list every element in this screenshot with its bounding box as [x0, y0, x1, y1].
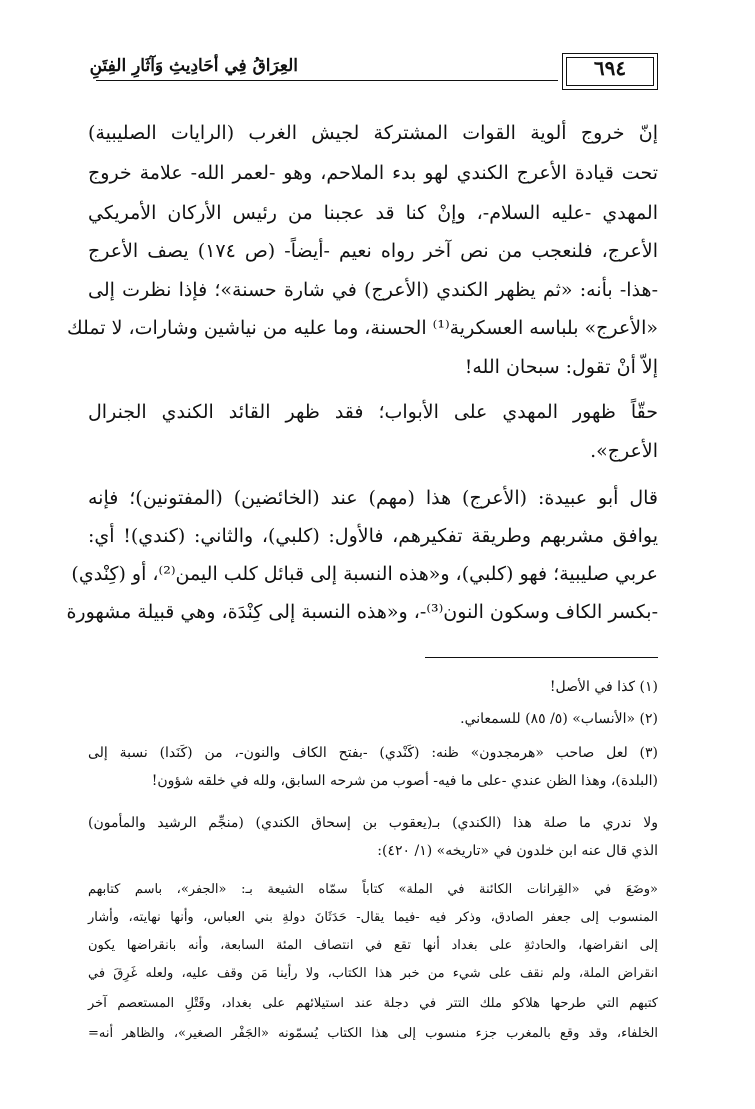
body-line: الأعرج، فلنعجب من نص آخر رواه نعيم -أيضاً- (ص ١٧٤) يصف الأعرج	[88, 240, 658, 262]
body-line: المهدي -عليه السلام-، وإنْ كنا قد عجبنا من رئيس الأركان الأمريكي	[88, 202, 658, 224]
footnote: (٣) لعل صاحب «هرمجدون» ظنه: (كَنْدي) -بفتح الكاف والنون-، من (كَنَدا) نسبة إلى	[88, 745, 658, 761]
footnote: الذي قال عنه ابن خلدون في «تاريخه» (١/ ٤٢٠):	[377, 843, 658, 859]
footnote-quote-line: كتبهم التي طرحها هلاكو ملك التتر في دجلة عند استيلائهم على بغداد، وقَتْلِ المستعصم آخر	[88, 996, 658, 1011]
body-line: «الأعرج» بلباسه العسكرية⁽¹⁾ الحسنة، وما عليه من نياشين وشارات، لا تملك	[66, 317, 658, 339]
body-line: -بكسر الكاف وسكون النون⁽³⁾-، و«هذه النسبة إلى كِنْدَة، وهي قبيلة مشهورة	[66, 601, 658, 623]
footnote-quote-line: المنسوب إلى جعفر الصادق، وذكر فيه -فيما يقال- حَدَثَانَ دولةِ بني العباس، وأنها نهايته، وأشار	[88, 910, 658, 925]
body-line: عربي صليبية؛ فهو (كلبي)، و«هذه النسبة إلى قبائل كلب اليمن⁽²⁾، أو (كِنْدي)	[71, 563, 658, 585]
footnote-quote-line: الخلفاء، وقد وقع بالمغرب جزء منسوب إلى هذا الكتاب يُسمّونه «الجَفْر الصغير»، والظاهر أنه=	[88, 1026, 658, 1041]
body-line: الأعرج».	[590, 440, 658, 462]
body-line: قال أبو عبيدة: (الأعرج) هذا (مهم) عند (الخائضين) (المفتونين)؛ فإنه	[88, 487, 658, 509]
body-line: إنّ خروج ألوية القوات المشتركة لجيش الغرب (الرايات الصليبية)	[88, 122, 658, 144]
footnote: (البلدة)، وهذا الظن عندي -على ما فيه- أصوب من شرحه السابق، ولله في خلقه شؤون!	[151, 773, 658, 789]
footnote: ولا ندري ما صلة هذا (الكندي) بـ(يعقوب بن إسحاق الكندي) (منجِّم الرشيد والمأمون)	[88, 815, 658, 831]
body-line: تحت قيادة الأعرج الكندي لهو بدء الملاحم، وهو -لعمر الله- علامة خروج	[88, 162, 658, 184]
body-line: حقّاً ظهور المهدي على الأبواب؛ فقد ظهر القائد الكندي الجنرال	[88, 401, 658, 423]
footnote-separator	[425, 657, 658, 658]
header-rule	[96, 80, 558, 81]
page-number: ٦٩٤	[593, 56, 627, 80]
footnote: (٢) «الأنساب» (٥/ ٨٥) للسمعاني.	[460, 711, 658, 727]
running-title: العِرَاقُ فِي أحَادِيثِ وَآثَارِ الفِتَنِ	[89, 56, 298, 76]
body-line: يوافق مشربهم وطريقة تفكيرهم، فالأول: (كلبي)، والثاني: (كندي)! أي:	[88, 525, 658, 547]
footnote: (١) كذا في الأصل!	[549, 679, 658, 695]
body-line: إلاّ أنْ تقول: سبحان الله!	[464, 356, 658, 378]
page-number-frame	[562, 53, 658, 90]
body-line: -هذا- بأنه: «ثم يظهر الكندي (الأعرج) في شارة حسنة»؛ فإذا نظرت إلى	[88, 279, 658, 301]
footnote-quote-line: إلى انقراضها، والحادثةِ على بغداد أنها تقع في انتصاف المئة السابعة، وأنه بانقراضها يكون	[88, 938, 658, 953]
footnote-quote-line: «وضَعَ في «القِرانات الكائنة في الملة» كتاباً سمّاه الشيعة بـ: «الجفر»، باسم كتابهم	[88, 882, 658, 897]
footnote-quote-line: انقراض الملة، ولم نقف على شيء من خبر هذا الكتاب، ولا رأينا مَن وقف عليه، ولعله غَرِقَ في	[88, 966, 658, 981]
